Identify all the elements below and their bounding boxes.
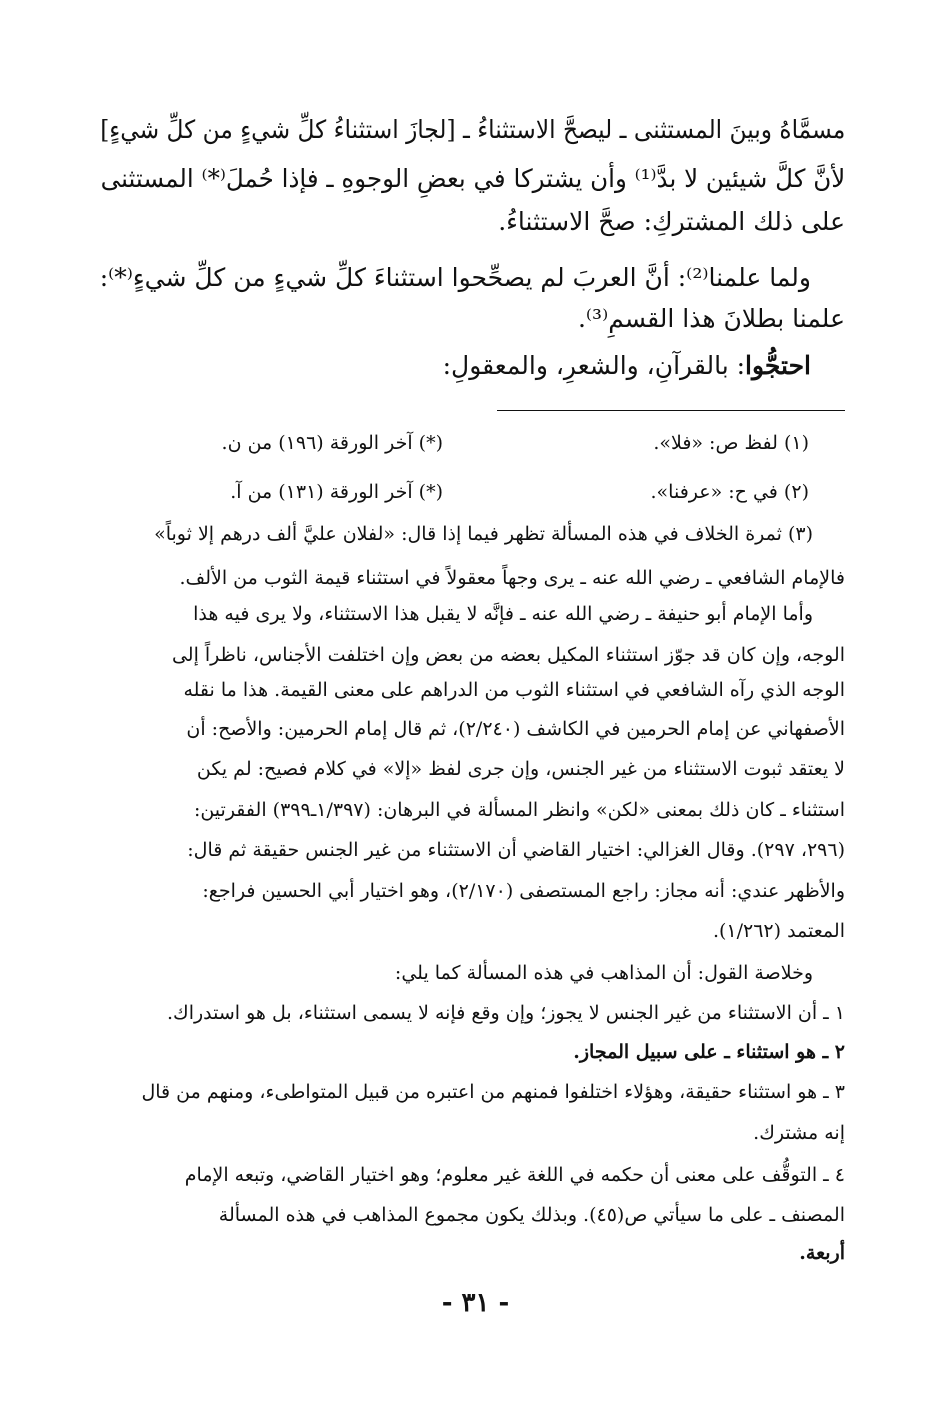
footnote-2: (٢) في ح: «عرفنا». [650, 481, 809, 503]
footnote-3-line: لا يعتقد ثبوت الاستثناء من غير الجنس، وإن جرى لفظ «إلا» في كلام فصيح: لم يكن [196, 758, 845, 780]
argued-heading: احتجُّوا [745, 351, 811, 380]
footnote-separator [497, 410, 845, 411]
footnote-3-line: والأظهر عندي: أنه مجاز: راجع المستصفى (٢/١٧٠)، وهو اختيار أبي الحسين فراجع: [202, 880, 845, 902]
footnote-3-line: استثناء ـ كان ذلك بمعنى «لكن» وانظر المسألة في البرهان: (١/٣٩٧ـ٣٩٩) الفقرتين: [193, 799, 845, 821]
main-line-4: ولما علمنا⁽²⁾: أنَّ العربَ لم يصحِّحوا استثناءَ كلِّ شيءٍ من كلِّ شيءٍ⁽*⁾: [99, 263, 811, 292]
summary-item-4: ٤ ـ التوقُّف على معنى أن حكمه في اللغة غير معلوم؛ وهو اختيار القاضي، وتبعه الإمام [184, 1164, 845, 1186]
footnote-3-line: الأصفهاني عن إمام الحرمين في الكاشف (٢/٢٤٠)، ثم قال إمام الحرمين: والأصح: أن [186, 718, 845, 740]
summary-line: وخلاصة القول: أن المذاهب في هذه المسألة كما يلي: [394, 962, 813, 984]
footnote-3-line: الوجه الذي رآه الشافعي في استثناء الثوب من الدراهم على معنى القيمة. هذا ما نقله [183, 679, 845, 701]
footnote-3-line: وأما الإمام أبو حنيفة ـ رضي الله عنه ـ فإنَّه لا يقبل هذا الاستثناء، ولا يرى فيه هذا [193, 603, 813, 625]
summary-item-3-cont: إنه مشترك. [753, 1122, 845, 1144]
footnote-3-line: المعتمد (١/٢٦٢). [712, 920, 845, 942]
footnote-3-line: (٢٩٦، ٢٩٧). وقال الغزالي: اختيار القاضي أن الاستثناء من غير الجنس حقيقة ثم قال: [187, 839, 845, 861]
summary-item-1: ١ ـ أن الاستثناء من غير الجنس لا يجوز؛ وإن وقع فإنه لا يسمى استثناء، بل هو استدراك. [167, 1002, 845, 1024]
page-number: - ٣١ - [441, 1288, 510, 1318]
summary-item-3: ٣ ـ هو استثناء حقيقة، وهؤلاء اختلفوا فمنهم من اعتبره من قبيل المتواطىء، ومنهم من قال [141, 1081, 845, 1103]
main-line-3: على ذلك المشتركِ: صحَّ الاستثناءُ. [498, 207, 845, 236]
argued-rest: : بالقرآنِ، والشعرِ، والمعقولِ: [442, 351, 746, 380]
main-line-2: لأنَّ كلَّ شيئين لا بدَّ⁽¹⁾ وأن يشتركا في بعضِ الوجوهِ ـ فإذا حُملَ⁽*⁾ المستثنى [100, 164, 845, 193]
footnote-star-1: (*) آخر الورقة (١٩٦) من ن. [221, 432, 443, 454]
summary-item-2: ٢ ـ هو استثناء ـ على سبيل المجاز. [573, 1041, 845, 1063]
main-line-5: علمنا بطلانَ هذا القسمِ⁽³⁾. [577, 304, 845, 333]
summary-item-4-cont: المصنف ـ على ما سيأتي ص(٤٥). وبذلك يكون مجموع المذاهب في هذه المسألة [218, 1204, 845, 1226]
summary-item-4-end: أربعة. [799, 1242, 845, 1264]
main-line-1: مسمَّاهُ وبينَ المستثنى ـ ليصحَّ الاستثناءُ ـ [لجازَ استثناءُ كلِّ شيءٍ من كلِّ شيءٍ] [99, 115, 845, 144]
footnote-3-line: (٣) ثمرة الخلاف في هذه المسألة تظهر فيما إذا قال: «لفلان عليَّ ألف درهم إلا ثوباً» [154, 523, 813, 545]
main-line-6 [443, 348, 811, 384]
footnote-3-line: فالإمام الشافعي ـ رضي الله عنه ـ يرى وجهاً معقولاً في استثناء قيمة الثوب من الألف. [179, 567, 845, 589]
footnote-1: (١) لفظ ص: «فلا». [653, 432, 809, 454]
footnote-star-2: (*) آخر الورقة (١٣١) من آ. [230, 481, 443, 503]
footnote-3-line: الوجه، وإن كان قد جوّز استثناء المكيل بعضه من بعض وإن اختلفت الأجناس، ناظراً إلى [171, 644, 845, 666]
